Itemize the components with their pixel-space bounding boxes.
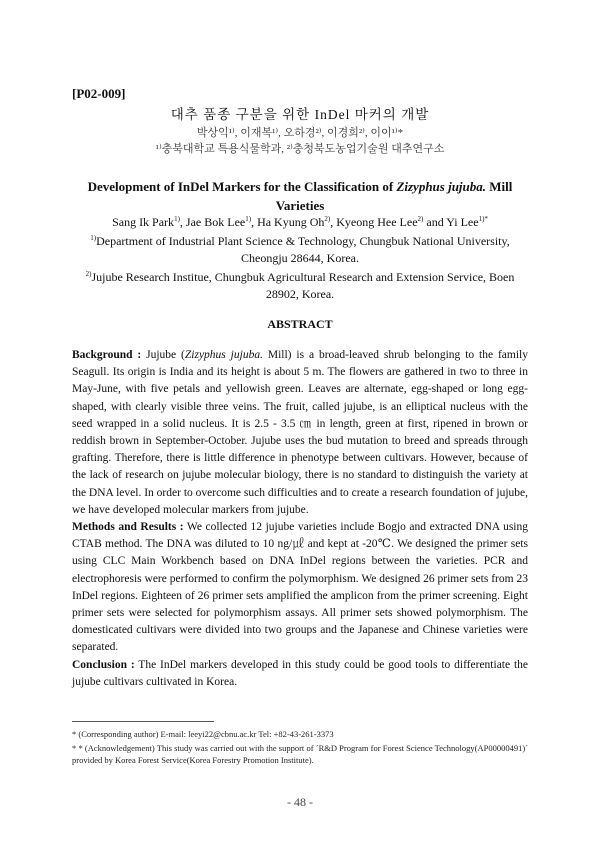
korean-authors: 박상익¹⁾, 이재복¹⁾, 오하경²⁾, 이경희²⁾, 이이¹⁾* <box>196 127 404 139</box>
english-affiliation-2 <box>78 269 522 303</box>
author-name: Jae Bok Lee <box>185 215 246 229</box>
conclusion-text: The InDel markers developed in this study could be good tools to differentiate the jujube cultivars cultivated in Korea. <box>72 658 529 688</box>
methods-paragraph <box>72 519 528 657</box>
methods-text: We collected 12 jujube varieties include Bogjo and extracted DNA using CTAB method. The DNA was diluted to 10 ng/㎕ and kept at -20℃. We designed the primer sets using CLC Main Workbench based on DNA InDel regions between the varieties. PCR and electrophoresis were performed to confirm the polymorphism. We designed 26 primer sets from 23 InDel regions. Eighteen of 26 primer sets amplified the amplicon from the primer screening. Eight primer sets were selected for polymorphism assays. All primer sets showed polymorphism. The domesticated cultivars were divided into two groups and the Japanese and Chinese varieties were separated. <box>72 521 528 654</box>
author-separator: , <box>330 215 337 229</box>
affiliation-mark: 1) <box>90 234 97 242</box>
english-title <box>70 177 530 215</box>
background-text-b: Mill) is a broad-leaved shrub belonging to the family Seagull. Its origin is India and its height is about 5 m. The flowers are gathered in two to three in May-June, with five petals and yellowish green. Leaves are alternate, egg-shaped or long egg-shaped, with clearly visible three veins. The fruit, called jujube, is an elliptical nucleus with the seed wrapped in a solid nucleus. It is 2.5 - 3.5 ㎝ in length, green at first, ripened in brown or reddish brown in September-October. Jujube uses the bud mutation to breed and spreads through grafting. Therefore, there is little difference in phenotype between cultivars. However, because of the lack of research on jujube molecular biology, there is no standard to distinguish the variety at the DNA level. In order to overcome such difficulties and to create a research foundation of jujube, we have developed molecular markers from jujube. <box>72 349 528 516</box>
background-label: Background : <box>72 349 142 361</box>
author-name: Yi Lee <box>446 215 479 229</box>
footnote-divider <box>72 721 214 722</box>
english-authors <box>60 215 540 230</box>
conclusion-paragraph <box>72 657 528 691</box>
author-affiliation-mark: 1) <box>174 215 180 223</box>
footnote-acknowledgement: * * (Acknowledgement) This study was carried out with the support of ´R&D Program for Forest Science Technology(AP00000491)´ provided by Korea Forest Service(Korea Forestry Promotion Institute). <box>72 743 528 765</box>
footnote-corresponding-author: * (Corresponding author) E-mail: leeyi22@cbnu.ac.kr Tel: +82-43-261-3373 <box>72 729 334 739</box>
english-title-prefix: Development of InDel Markers for the Classification of <box>87 179 397 194</box>
english-title-species: Zizyphus jujuba. <box>396 179 487 194</box>
affiliation-mark: 2) <box>85 270 92 278</box>
english-title-suffix: Mill Varieties <box>275 179 513 213</box>
author-name: Ha Kyung Oh <box>257 215 325 229</box>
background-paragraph <box>72 347 528 519</box>
english-affiliation-1 <box>78 233 522 267</box>
author-separator: , <box>251 215 258 229</box>
author-affiliation-mark: 1)* <box>478 215 488 223</box>
author-affiliation-mark: 2) <box>417 215 424 223</box>
author-name: Kyeong Hee Lee <box>336 215 418 229</box>
background-species: Zizyphus jujuba. <box>184 349 263 361</box>
abstract-body <box>72 347 528 691</box>
methods-label: Methods and Results : <box>72 521 184 534</box>
conclusion-label: Conclusion : <box>72 658 135 671</box>
korean-title: 대추 품종 구분을 위한 InDel 마커의 개발 <box>170 107 430 122</box>
author-name: Sang Ik Park <box>112 215 175 229</box>
affiliation-text: Department of Industrial Plant Science & Technology, Chungbuk National University, Cheongju 28644, Korea. <box>96 234 510 265</box>
paper-code: [P02-009] <box>72 86 126 101</box>
background-text-a: Jujube ( <box>141 349 185 361</box>
page-number: - 48 - <box>287 795 313 809</box>
affiliation-text: Jujube Research Institue, Chungbuk Agricultural Research and Extension Service, Boen 28902, Korea. <box>91 270 515 301</box>
author-affiliation-mark: 1) <box>245 215 252 223</box>
author-separator: and <box>423 215 447 229</box>
author-affiliation-mark: 2) <box>324 215 331 223</box>
author-separator: , <box>179 215 186 229</box>
abstract-heading: ABSTRACT <box>267 317 333 331</box>
korean-affiliations: ¹⁾충북대학교 특용식물학과, ²⁾충청북도농업기술원 대추연구소 <box>155 143 445 155</box>
